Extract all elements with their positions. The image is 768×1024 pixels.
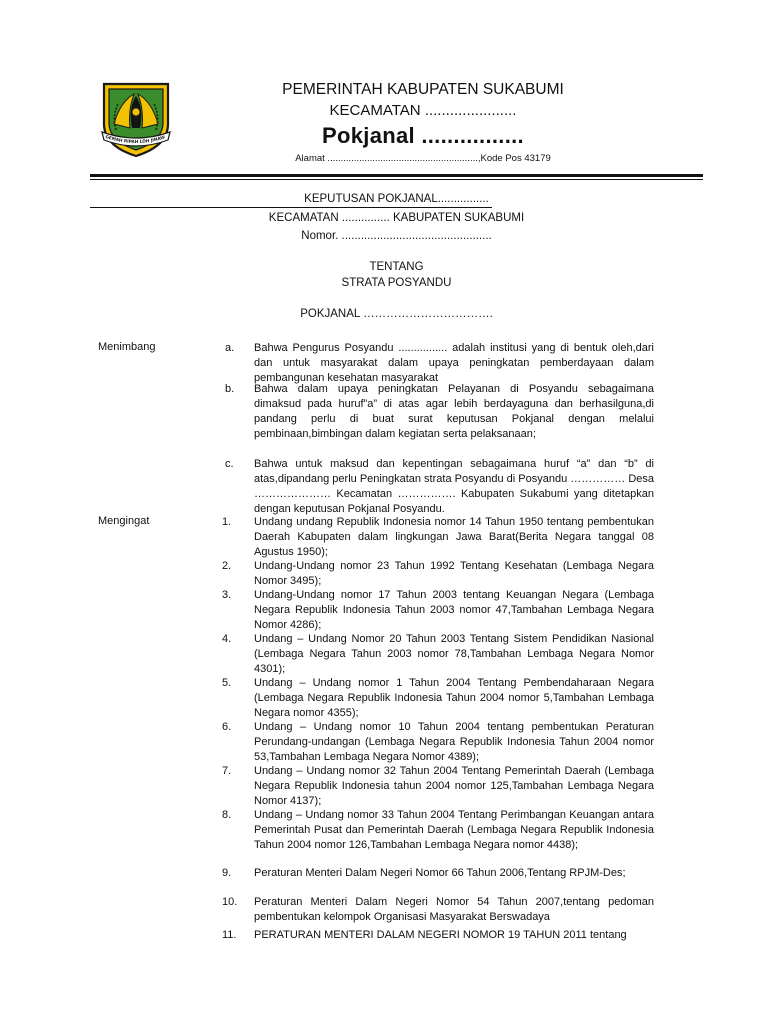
clause-marker: 2.: [222, 560, 232, 572]
clause-marker: 8.: [222, 809, 232, 821]
clause-text: Undang – Undang nomor 1 Tahun 2004 Tentang Pembendaharaan Negara (Lembaga Negara Republik Indonesia Tahun 2004 nomor 5,Tambahan Lembaga Negara nomor 4355);: [254, 677, 654, 719]
mengingat-item: [222, 866, 654, 881]
clause-text: Undang – Undang nomor 10 Tahun 2004 tentang pembentukan Peraturan Perundang-undangan (Lembaga Negara Republik Indonesia Tahun 2004 nomor 53,Tambahan Lembaga Negara Nomor 4389);: [254, 721, 654, 763]
clause-text: Undang – Undang Nomor 20 Tahun 2003 Tentang Sistem Pendidikan Nasional (Lembaga Negara Tahun 2003 nomor 78,Tambahan Lembaga Negara Nomor 4301);: [254, 633, 654, 675]
clause-marker: c.: [225, 458, 234, 470]
mengingat-item: [222, 808, 654, 853]
kop-divider-thick: [90, 174, 703, 177]
kop-divider-thin: [90, 179, 703, 180]
clause-marker: a.: [225, 342, 235, 354]
clause-text: Peraturan Menteri Dalam Negeri Nomor 54 Tahun 2007,tentang pedoman pembentukan kelompok Organisasi Masyarakat Berswadaya: [254, 896, 654, 923]
title-subject: STRATA POSYANDU: [341, 277, 452, 289]
clause-text: Undang undang Republik Indonesia nomor 14 Tahun 1950 tentang pembentukan Daerah Kabupaten dalam lingkungan Jawa Barat(Berita Negara tanggal 08 Agustus 1950);: [254, 516, 654, 558]
title-kecamatan: KECAMATAN ............... KABUPATEN SUKABUMI: [268, 212, 525, 224]
clause-marker: b.: [225, 383, 235, 395]
clause-text: Undang – Undang nomor 33 Tahun 2004 Tentang Perimbangan Keuangan antara Pemerintah Pusat dan Pemerintah Daerah (Lembaga Negara Republik Indonesia Tahun 2004 nomor 126,Tambahan Lembaga Negara nomor 4438);: [254, 809, 654, 851]
mengingat-item: [222, 895, 654, 925]
clause-text: PERATURAN MENTERI DALAM NEGERI NOMOR 19 TAHUN 2011 tentang: [254, 929, 627, 941]
title-pokjanal: POKJANAL …………………………….: [300, 308, 493, 320]
menimbang-label: Menimbang: [98, 341, 156, 353]
clause-text: Bahwa Pengurus Posyandu ................ adalah institusi yang di bentuk oleh,dari dan untuk masyarakat dalam upaya peningkatan pemberdayaan dalam pembangunan kesehatan masyarakat: [254, 342, 654, 384]
mengingat-label: Mengingat: [98, 515, 150, 527]
kop-address: Alamat .........................................................,Kode Pos 43179: [295, 153, 551, 164]
mengingat-item: [222, 588, 654, 633]
mengingat-item: [222, 764, 654, 809]
mengingat-item: [222, 632, 654, 677]
title-underline: [90, 207, 492, 208]
clause-text: Peraturan Menteri Dalam Negeri Nomor 66 Tahun 2006,Tentang RPJM-Des;: [254, 867, 626, 879]
mengingat-item: [222, 559, 654, 589]
clause-marker: 3.: [222, 589, 232, 601]
title-tentang: TENTANG: [369, 261, 424, 273]
kop-line-kecamatan: KECAMATAN ......................: [329, 102, 517, 119]
kabupaten-sukabumi-emblem: [100, 80, 172, 158]
clause-marker: 6.: [222, 721, 232, 733]
title-keputusan: KEPUTUSAN POKJANAL................: [304, 193, 489, 205]
clause-text: Bahwa untuk maksud dan kepentingan sebagaimana huruf “a” dan “b” di atas,dipandang perlu Peningkatan strata Posyandu di Posyandu …………… Desa ………………… Kecamatan ……………. Kabupaten Sukabumi yang ditetapkan dengan keputusan Pokjanal Posyandu.: [254, 458, 654, 515]
menimbang-item: [222, 341, 654, 386]
kop-line-pokjanal: Pokjanal ................: [322, 123, 524, 148]
mengingat-item: [222, 928, 654, 943]
clause-text: Bahwa dalam upaya peningkatan Pelayanan di Posyandu sebagaimana dimaksud pada huruf”a” di atas agar lebih berdayaguna dan berhasilguna,di pandang perlu di buat surat keputusan Pokjanal dengan melalui pembinaan,bimbingan dalam kegiatan serta pelaksanaan;: [254, 383, 654, 440]
clause-marker: 7.: [222, 765, 232, 777]
clause-text: Undang – Undang nomor 32 Tahun 2004 Tentang Pemerintah Daerah (Lembaga Negara Republik Indonesia tahun 2004 nomor 125,Tambahan Lembaga Negara Nomor 4137);: [254, 765, 654, 807]
clause-marker: 5.: [222, 677, 232, 689]
mengingat-item: [222, 720, 654, 765]
clause-text: Undang-Undang nomor 17 Tahun 2003 tentang Keuangan Negara (Lembaga Negara Republik Indonesia Tahun 2003 nomor 47,Tambahan Lembaga Negara Nomor 4286);: [254, 589, 654, 631]
kop-line-pemerintah: PEMERINTAH KABUPATEN SUKABUMI: [282, 81, 564, 98]
clause-marker: 11.: [222, 929, 237, 941]
clause-marker: 4.: [222, 633, 232, 645]
title-nomor: Nomor. ...............................................: [301, 230, 492, 242]
emblem-motto-text: GEMAH RIPAH LOH JINAW: [104, 134, 166, 146]
clause-marker: 1.: [222, 516, 232, 528]
mengingat-item: [222, 676, 654, 721]
clause-marker: 9.: [222, 867, 232, 879]
mengingat-item: [222, 515, 654, 560]
emblem-center-dot: [132, 108, 140, 116]
clause-text: Undang-Undang nomor 23 Tahun 1992 Tentang Kesehatan (Lembaga Negara Nomor 3495);: [254, 560, 654, 587]
menimbang-item: [222, 457, 654, 517]
menimbang-item: [222, 382, 654, 442]
clause-marker: 10.: [222, 896, 238, 908]
